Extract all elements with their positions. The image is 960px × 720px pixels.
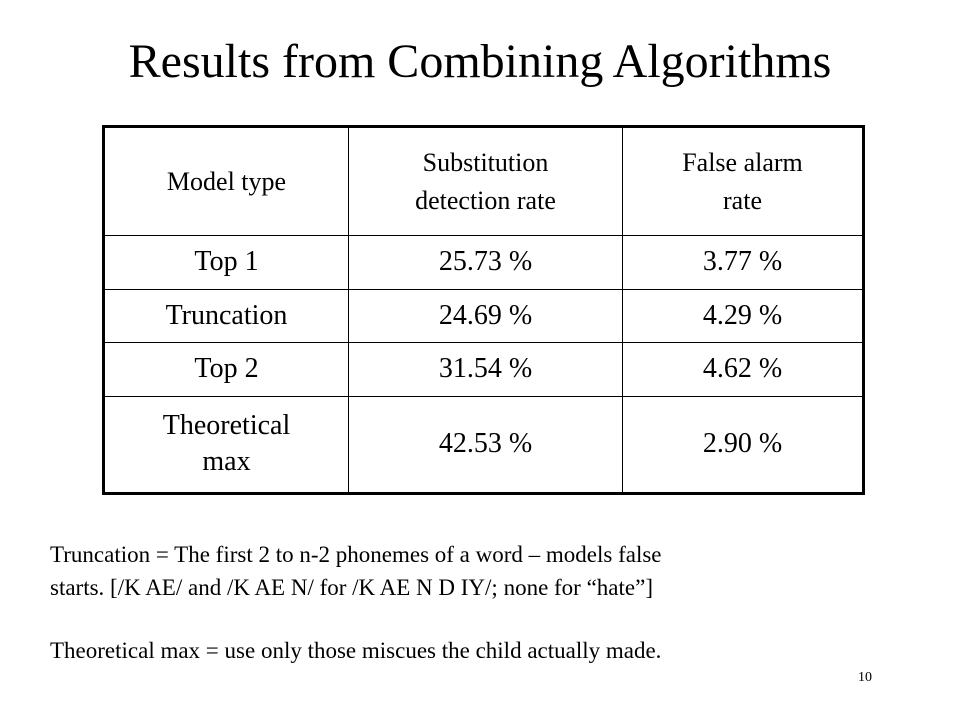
false-alarm-rate-cell: 4.62 %	[623, 343, 864, 397]
substitution-rate-cell: 42.53 %	[349, 396, 623, 493]
false-alarm-rate-cell: 4.29 %	[623, 289, 864, 343]
table-row	[104, 236, 864, 290]
substitution-rate-cell: 31.54 %	[349, 343, 623, 397]
false-alarm-rate-cell: 2.90 %	[623, 396, 864, 493]
header-row	[104, 127, 864, 236]
slide-title: Results from Combining Algorithms	[128, 35, 832, 88]
model-type-cell: Top 1	[104, 236, 349, 290]
substitution-rate-cell: 24.69 %	[349, 289, 623, 343]
table-row	[104, 343, 864, 397]
table-row	[104, 396, 864, 493]
model-type-cell: Theoretical max	[104, 396, 349, 493]
col-header-model-type: Model type	[104, 127, 349, 236]
false-alarm-rate-cell: 3.77 %	[623, 236, 864, 290]
theoretical-max-definition-note: Theoretical max = use only those miscues the child actually made.	[50, 638, 662, 663]
results-table	[102, 125, 865, 495]
col-header-false-alarm-rate: False alarm rate	[623, 127, 864, 236]
table-row	[104, 289, 864, 343]
substitution-rate-cell: 25.73 %	[349, 236, 623, 290]
slide-number: 10	[858, 670, 872, 685]
col-header-substitution-detection-rate: Substitution detection rate	[349, 127, 623, 236]
model-type-cell: Top 2	[104, 343, 349, 397]
truncation-definition-note: Truncation = The first 2 to n-2 phonemes of a word – models false starts. [/K AE/ and /K AE N/ for /K AE N D IY/; none for “hate”]	[50, 542, 662, 601]
model-type-cell: Truncation	[104, 289, 349, 343]
